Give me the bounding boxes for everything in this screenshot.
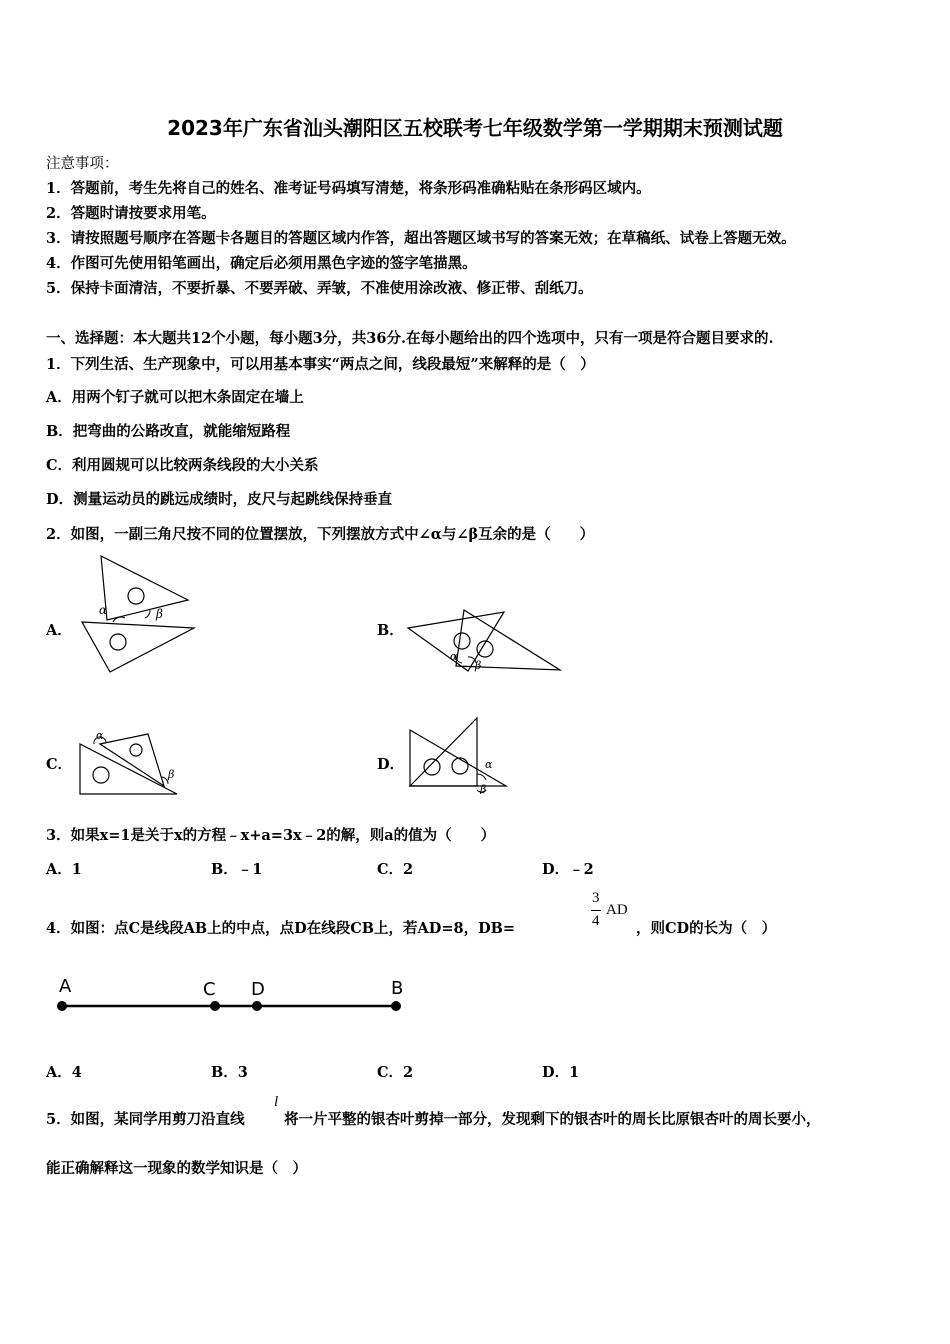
figure-2c [72,722,184,800]
beta-label: β [480,783,487,794]
point-b-label: B [391,978,404,999]
question-4-option-c: C．2 [377,1064,414,1081]
question-2-label-b: B． [377,622,404,639]
notice-item: 5．保持卡面清洁，不要折暴、不要弄破、弄皱，不准使用涂改液、修正带、刮纸刀。 [46,280,593,297]
question-4-option-d: D．1 [542,1064,580,1081]
notice-item: 4．作图可先使用铅笔画出，确定后必须用黑色字迹的签字笔描黑。 [46,255,477,272]
beta-label: β [475,659,482,672]
question-4-stem: 4．如图：点C是线段AB上的中点，点D在线段CB上，若AD=8，DB= [46,920,516,937]
beta-label: β [156,607,163,621]
notice-heading: 注意事项： [46,156,119,172]
page-title: 2023年广东省汕头潮阳区五校联考七年级数学第一学期期末预测试题 [167,116,783,140]
point-c-label: C [203,979,216,1000]
alpha-label: α [96,729,104,742]
fraction-variable: AD [606,902,628,918]
question-1-stem: 1．下列生活、生产现象中，可以用基本事实“两点之间，线段最短”来解释的是（ ） [46,356,595,373]
figure-4-segment [46,970,416,1020]
notice-item: 1．答题前，考生先将自己的姓名、准考证号码填写清楚，将条形码准确粘贴在条形码区域内。 [46,180,651,197]
question-1-option-d: D．测量运动员的跳远成绩时，皮尺与起跳线保持垂直 [46,491,393,508]
section-heading: 一、选择题：本大题共12个小题，每小题3分，共36分.在每小题给出的四个选项中，只有一项是符合题目要求的. [46,330,774,347]
fraction-bar [591,910,601,911]
question-1-option-b: B．把弯曲的公路改直，就能缩短路程 [46,423,291,440]
figure-2b [402,603,567,678]
question-2-label-c: C． [46,756,73,773]
question-3-stem: 3．如果x=1是关于x的方程﹣x+a=3x﹣2的解，则a的值为（ ） [46,827,496,844]
question-5-stem-line2: 能正确解释这一现象的数学知识是（ ） [46,1160,307,1177]
question-3-option-d: D．﹣2 [542,861,594,878]
figure-2d [402,714,512,794]
beta-label: β [168,768,175,781]
fraction-numerator: 3 [592,890,600,906]
question-4-option-a: A．4 [46,1064,82,1081]
question-2-stem: 2．如图，一副三角尺按不同的位置摆放，下列摆放方式中∠α与∠β互余的是（ ） [46,526,595,543]
figure-2a [70,552,205,677]
question-1-option-a: A．用两个钉子就可以把木条固定在墙上 [46,389,304,406]
line-symbol: l [274,1094,279,1110]
question-4-option-b: B．3 [211,1064,248,1081]
question-2-label-a: A． [46,622,72,639]
point-a-label: A [59,976,72,997]
question-5-stem-cont: 将一片平整的银杏叶剪掉一部分，发现剩下的银杏叶的周长比原银杏叶的周长要小， [284,1111,821,1128]
alpha-label: α [485,758,493,771]
fraction-denominator: 4 [592,913,600,929]
question-1-option-c: C．利用圆规可以比较两条线段的大小关系 [46,457,319,474]
alpha-label: α [99,603,108,617]
point-d-label: D [251,979,265,1000]
question-2-label-d: D． [377,756,405,773]
question-3-option-b: B．﹣1 [211,861,263,878]
question-4-stem-end: ，则CD的长为（ ） [636,920,777,937]
notice-item: 3．请按照题号顺序在答题卡各题目的答题区域内作答，超出答题区域书写的答案无效；在草稿纸、试卷上答题无效。 [46,230,796,247]
question-3-option-c: C．2 [377,861,414,878]
notice-item: 2．答题时请按要求用笔。 [46,205,216,222]
question-5-stem: 5．如图，某同学用剪刀沿直线 [46,1111,245,1128]
alpha-label: α [450,650,458,663]
question-3-option-a: A．1 [46,861,82,878]
